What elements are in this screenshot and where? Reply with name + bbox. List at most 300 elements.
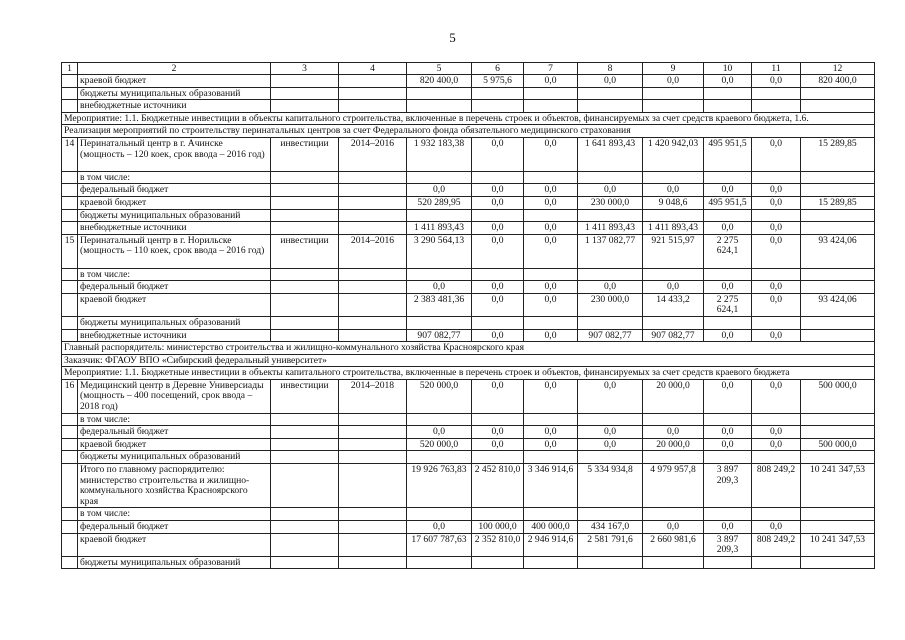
amount-cell: 0,0	[704, 281, 752, 294]
amount-cell	[407, 316, 472, 329]
amount-cell: 0,0	[643, 75, 704, 88]
amount-cell: 0,0	[524, 137, 578, 171]
amount-cell: 495 951,5	[704, 196, 752, 209]
amount-cell: 3 897 209,3	[704, 533, 752, 556]
amount-cell: 4 979 957,8	[643, 464, 704, 508]
amount-cell	[472, 209, 524, 222]
item-name: в том числе:	[78, 508, 271, 521]
amount-cell	[704, 100, 752, 113]
table-row	[62, 75, 875, 88]
amount-cell: 2 581 791,6	[578, 533, 643, 556]
period	[339, 281, 407, 294]
amount-cell	[407, 268, 472, 281]
amount-cell: 14 433,2	[643, 293, 704, 316]
table-row	[62, 222, 875, 235]
amount-cell: 15 289,85	[801, 137, 875, 171]
row-number	[62, 521, 78, 534]
amount-cell	[752, 508, 801, 521]
item-name: в том числе:	[78, 171, 271, 184]
table-row	[62, 100, 875, 113]
item-name: краевой бюджет	[78, 438, 271, 451]
row-number	[62, 75, 78, 88]
amount-cell: 0,0	[752, 234, 801, 268]
amount-cell	[801, 268, 875, 281]
section-header-row	[62, 342, 875, 355]
amount-cell	[752, 100, 801, 113]
amount-cell	[578, 268, 643, 281]
table-row	[62, 379, 875, 413]
section-header-row	[62, 354, 875, 367]
item-name: федеральный бюджет	[78, 281, 271, 294]
amount-cell: 0,0	[524, 222, 578, 235]
amount-cell	[801, 521, 875, 534]
amount-cell	[801, 100, 875, 113]
column-number: 9	[643, 63, 704, 75]
section-header-text: Заказчик: ФГАОУ ВПО «Сибирский федеральный университет»	[62, 354, 875, 367]
amount-cell: 230 000,0	[578, 196, 643, 209]
amount-cell	[407, 100, 472, 113]
expense-type	[271, 316, 339, 329]
amount-cell	[801, 413, 875, 426]
amount-cell	[704, 316, 752, 329]
amount-cell: 1 411 893,43	[407, 222, 472, 235]
amount-cell: 0,0	[752, 222, 801, 235]
row-number: 15	[62, 234, 78, 268]
period	[339, 329, 407, 342]
amount-cell: 0,0	[524, 329, 578, 342]
amount-cell: 0,0	[578, 426, 643, 439]
item-name: федеральный бюджет	[78, 184, 271, 197]
amount-cell	[801, 426, 875, 439]
amount-cell	[801, 171, 875, 184]
row-number	[62, 196, 78, 209]
amount-cell: 10 241 347,53	[801, 533, 875, 556]
table-row	[62, 184, 875, 197]
amount-cell: 0,0	[643, 281, 704, 294]
amount-cell: 0,0	[407, 184, 472, 197]
table-row	[62, 464, 875, 508]
row-number: 16	[62, 379, 78, 413]
amount-cell	[801, 222, 875, 235]
amount-cell	[578, 556, 643, 569]
table-row	[62, 521, 875, 534]
item-name: краевой бюджет	[78, 293, 271, 316]
item-name: бюджеты муниципальных образований	[78, 556, 271, 569]
period	[339, 438, 407, 451]
amount-cell: 0,0	[524, 184, 578, 197]
expense-type	[271, 209, 339, 222]
column-number: 11	[752, 63, 801, 75]
column-number: 12	[801, 63, 875, 75]
amount-cell	[472, 556, 524, 569]
amount-cell: 93 424,06	[801, 234, 875, 268]
amount-cell: 0,0	[752, 196, 801, 209]
amount-cell: 0,0	[752, 438, 801, 451]
amount-cell: 3 290 564,13	[407, 234, 472, 268]
row-number	[62, 464, 78, 508]
amount-cell: 3 346 914,6	[524, 464, 578, 508]
expense-type	[271, 438, 339, 451]
period	[339, 413, 407, 426]
amount-cell: 0,0	[752, 426, 801, 439]
amount-cell	[643, 268, 704, 281]
amount-cell: 100 000,0	[472, 521, 524, 534]
amount-cell	[407, 508, 472, 521]
column-number-row	[62, 63, 875, 75]
expense-type	[271, 268, 339, 281]
period	[339, 426, 407, 439]
amount-cell: 0,0	[578, 281, 643, 294]
period	[339, 184, 407, 197]
amount-cell	[752, 171, 801, 184]
table-row	[62, 533, 875, 556]
amount-cell: 0,0	[704, 75, 752, 88]
item-name: краевой бюджет	[78, 75, 271, 88]
item-name: федеральный бюджет	[78, 426, 271, 439]
amount-cell: 0,0	[472, 184, 524, 197]
amount-cell: 500 000,0	[801, 438, 875, 451]
table-row	[62, 316, 875, 329]
item-name: краевой бюджет	[78, 533, 271, 556]
expense-type	[271, 171, 339, 184]
amount-cell	[643, 87, 704, 100]
column-number: 1	[62, 63, 78, 75]
amount-cell	[524, 100, 578, 113]
amount-cell: 0,0	[752, 281, 801, 294]
row-number	[62, 222, 78, 235]
row-number	[62, 87, 78, 100]
amount-cell: 0,0	[472, 234, 524, 268]
amount-cell	[407, 556, 472, 569]
amount-cell: 2 275 624,1	[704, 234, 752, 268]
amount-cell	[643, 413, 704, 426]
amount-cell	[407, 413, 472, 426]
amount-cell	[524, 268, 578, 281]
expense-type	[271, 508, 339, 521]
amount-cell	[801, 556, 875, 569]
amount-cell	[578, 87, 643, 100]
item-name: внебюджетные источники	[78, 222, 271, 235]
amount-cell: 0,0	[578, 438, 643, 451]
amount-cell: 0,0	[752, 137, 801, 171]
period	[339, 464, 407, 508]
amount-cell: 93 424,06	[801, 293, 875, 316]
table-row	[62, 137, 875, 171]
item-name: бюджеты муниципальных образований	[78, 451, 271, 464]
amount-cell: 0,0	[578, 184, 643, 197]
item-name: бюджеты муниципальных образований	[78, 209, 271, 222]
amount-cell	[704, 87, 752, 100]
expense-type	[271, 87, 339, 100]
amount-cell: 0,0	[643, 521, 704, 534]
column-number: 7	[524, 63, 578, 75]
amount-cell: 907 082,77	[578, 329, 643, 342]
amount-cell: 5 334 934,8	[578, 464, 643, 508]
amount-cell	[472, 100, 524, 113]
amount-cell	[752, 87, 801, 100]
amount-cell: 15 289,85	[801, 196, 875, 209]
table-row	[62, 293, 875, 316]
amount-cell: 1 137 082,77	[578, 234, 643, 268]
section-header-row	[62, 367, 875, 380]
amount-cell: 0,0	[578, 75, 643, 88]
amount-cell: 808 249,2	[752, 464, 801, 508]
amount-cell	[472, 316, 524, 329]
amount-cell	[578, 508, 643, 521]
amount-cell	[578, 171, 643, 184]
amount-cell	[752, 268, 801, 281]
amount-cell: 0,0	[704, 184, 752, 197]
period	[339, 196, 407, 209]
amount-cell: 0,0	[704, 329, 752, 342]
column-number: 2	[78, 63, 271, 75]
amount-cell: 1 932 183,38	[407, 137, 472, 171]
amount-cell	[472, 508, 524, 521]
table-row	[62, 329, 875, 342]
amount-cell: 1 641 893,43	[578, 137, 643, 171]
column-number: 4	[339, 63, 407, 75]
amount-cell	[801, 316, 875, 329]
amount-cell: 10 241 347,53	[801, 464, 875, 508]
column-number: 3	[271, 63, 339, 75]
row-number	[62, 451, 78, 464]
amount-cell: 0,0	[472, 426, 524, 439]
amount-cell	[472, 171, 524, 184]
amount-cell	[578, 316, 643, 329]
amount-cell: 2 383 481,36	[407, 293, 472, 316]
amount-cell	[524, 508, 578, 521]
amount-cell: 520 000,0	[407, 379, 472, 413]
amount-cell: 434 167,0	[578, 521, 643, 534]
period	[339, 316, 407, 329]
amount-cell: 0,0	[472, 281, 524, 294]
section-header-row	[62, 112, 875, 125]
amount-cell: 808 249,2	[752, 533, 801, 556]
amount-cell: 0,0	[752, 293, 801, 316]
amount-cell	[704, 171, 752, 184]
amount-cell: 907 082,77	[407, 329, 472, 342]
amount-cell: 0,0	[643, 184, 704, 197]
amount-cell: 0,0	[578, 379, 643, 413]
amount-cell: 0,0	[752, 521, 801, 534]
amount-cell	[643, 316, 704, 329]
period	[339, 171, 407, 184]
amount-cell: 0,0	[407, 281, 472, 294]
amount-cell	[407, 209, 472, 222]
period	[339, 222, 407, 235]
table-row	[62, 268, 875, 281]
amount-cell	[578, 209, 643, 222]
table-row	[62, 438, 875, 451]
amount-cell	[801, 329, 875, 342]
period	[339, 87, 407, 100]
table-row	[62, 171, 875, 184]
expense-type	[271, 521, 339, 534]
amount-cell: 0,0	[472, 379, 524, 413]
item-name: внебюджетные источники	[78, 100, 271, 113]
amount-cell: 0,0	[752, 379, 801, 413]
amount-cell	[704, 508, 752, 521]
expense-type	[271, 184, 339, 197]
expense-type	[271, 100, 339, 113]
period	[339, 75, 407, 88]
row-number	[62, 268, 78, 281]
row-number	[62, 293, 78, 316]
period	[339, 100, 407, 113]
amount-cell	[407, 451, 472, 464]
amount-cell: 0,0	[524, 293, 578, 316]
table-row	[62, 426, 875, 439]
section-header-text: Мероприятие: 1.1. Бюджетные инвестиции в объекты капитального строительства, включенные в перечень строек и объектов, финансируемых за счет средств краевого бюджета	[62, 367, 875, 380]
period	[339, 556, 407, 569]
section-header-row	[62, 125, 875, 138]
amount-cell	[801, 184, 875, 197]
expense-type	[271, 222, 339, 235]
amount-cell	[752, 556, 801, 569]
row-number	[62, 508, 78, 521]
amount-cell	[578, 451, 643, 464]
expense-type: инвестиции	[271, 234, 339, 268]
amount-cell: 500 000,0	[801, 379, 875, 413]
column-number: 5	[407, 63, 472, 75]
row-number	[62, 281, 78, 294]
amount-cell	[524, 451, 578, 464]
amount-cell	[524, 171, 578, 184]
amount-cell	[472, 451, 524, 464]
amount-cell: 20 000,0	[643, 438, 704, 451]
amount-cell	[524, 556, 578, 569]
amount-cell	[524, 316, 578, 329]
period	[339, 451, 407, 464]
table-row	[62, 234, 875, 268]
item-name: Медицинский центр в Деревне Универсиады (мощность – 400 посещений, срок ввода – 2018 год)	[78, 379, 271, 413]
amount-cell: 0,0	[524, 438, 578, 451]
amount-cell: 0,0	[704, 222, 752, 235]
table-row	[62, 281, 875, 294]
row-number	[62, 438, 78, 451]
item-name: Итого по главному распорядителю: министерство строительства и жилищно-коммунального хозяйства Красноярского края	[78, 464, 271, 508]
row-number: 14	[62, 137, 78, 171]
table-row	[62, 196, 875, 209]
amount-cell	[643, 209, 704, 222]
amount-cell: 0,0	[472, 293, 524, 316]
column-number: 10	[704, 63, 752, 75]
expense-type	[271, 413, 339, 426]
row-number	[62, 556, 78, 569]
amount-cell	[524, 413, 578, 426]
amount-cell	[578, 100, 643, 113]
amount-cell	[643, 100, 704, 113]
amount-cell: 20 000,0	[643, 379, 704, 413]
amount-cell: 0,0	[524, 379, 578, 413]
amount-cell: 1 420 942,03	[643, 137, 704, 171]
amount-cell: 0,0	[524, 75, 578, 88]
amount-cell	[407, 171, 472, 184]
amount-cell: 0,0	[704, 426, 752, 439]
amount-cell: 0,0	[472, 196, 524, 209]
amount-cell: 921 515,97	[643, 234, 704, 268]
amount-cell: 2 275 624,1	[704, 293, 752, 316]
row-number	[62, 209, 78, 222]
expense-type	[271, 293, 339, 316]
amount-cell: 0,0	[472, 222, 524, 235]
amount-cell: 0,0	[472, 438, 524, 451]
period	[339, 268, 407, 281]
amount-cell	[801, 87, 875, 100]
amount-cell: 820 400,0	[801, 75, 875, 88]
item-name: бюджеты муниципальных образований	[78, 87, 271, 100]
amount-cell: 0,0	[752, 184, 801, 197]
row-number	[62, 426, 78, 439]
item-name: внебюджетные источники	[78, 329, 271, 342]
amount-cell: 520 289,95	[407, 196, 472, 209]
amount-cell	[752, 451, 801, 464]
expense-type	[271, 75, 339, 88]
amount-cell: 2 660 981,6	[643, 533, 704, 556]
amount-cell: 0,0	[407, 426, 472, 439]
amount-cell: 0,0	[704, 438, 752, 451]
item-name: Перинатальный центр в г. Ачинске (мощность – 120 коек, срок ввода – 2016 год)	[78, 137, 271, 171]
amount-cell	[704, 413, 752, 426]
amount-cell: 0,0	[704, 379, 752, 413]
amount-cell: 1 411 893,43	[578, 222, 643, 235]
amount-cell: 3 897 209,3	[704, 464, 752, 508]
expense-type	[271, 451, 339, 464]
table-row	[62, 556, 875, 569]
amount-cell: 520 000,0	[407, 438, 472, 451]
period: 2014–2018	[339, 379, 407, 413]
amount-cell	[801, 508, 875, 521]
section-header-text: Мероприятие: 1.1. Бюджетные инвестиции в объекты капитального строительства, включенные в перечень строек и объектов, финансируемых за счет средств краевого бюджета, 1.6.	[62, 112, 875, 125]
amount-cell	[472, 268, 524, 281]
amount-cell	[704, 451, 752, 464]
expense-type: инвестиции	[271, 379, 339, 413]
amount-cell: 9 048,6	[643, 196, 704, 209]
row-number	[62, 413, 78, 426]
amount-cell: 0,0	[643, 426, 704, 439]
amount-cell: 19 926 763,83	[407, 464, 472, 508]
table-row	[62, 209, 875, 222]
amount-cell: 1 411 893,43	[643, 222, 704, 235]
amount-cell	[643, 556, 704, 569]
amount-cell: 2 946 914,6	[524, 533, 578, 556]
expense-type	[271, 426, 339, 439]
row-number	[62, 171, 78, 184]
expense-type	[271, 281, 339, 294]
amount-cell: 0,0	[704, 521, 752, 534]
item-name: Перинатальный центр в г. Норильске (мощность – 110 коек, срок ввода – 2016 год)	[78, 234, 271, 268]
amount-cell	[752, 316, 801, 329]
amount-cell	[752, 209, 801, 222]
column-number: 8	[578, 63, 643, 75]
amount-cell	[524, 209, 578, 222]
expense-type	[271, 533, 339, 556]
amount-cell: 0,0	[524, 234, 578, 268]
expense-type	[271, 556, 339, 569]
amount-cell	[752, 413, 801, 426]
amount-cell: 5 975,6	[472, 75, 524, 88]
amount-cell	[472, 413, 524, 426]
expense-type	[271, 329, 339, 342]
period: 2014–2016	[339, 137, 407, 171]
expense-type	[271, 464, 339, 508]
item-name: в том числе:	[78, 268, 271, 281]
amount-cell	[472, 87, 524, 100]
amount-cell	[801, 209, 875, 222]
amount-cell: 0,0	[752, 329, 801, 342]
expense-type: инвестиции	[271, 137, 339, 171]
row-number	[62, 184, 78, 197]
